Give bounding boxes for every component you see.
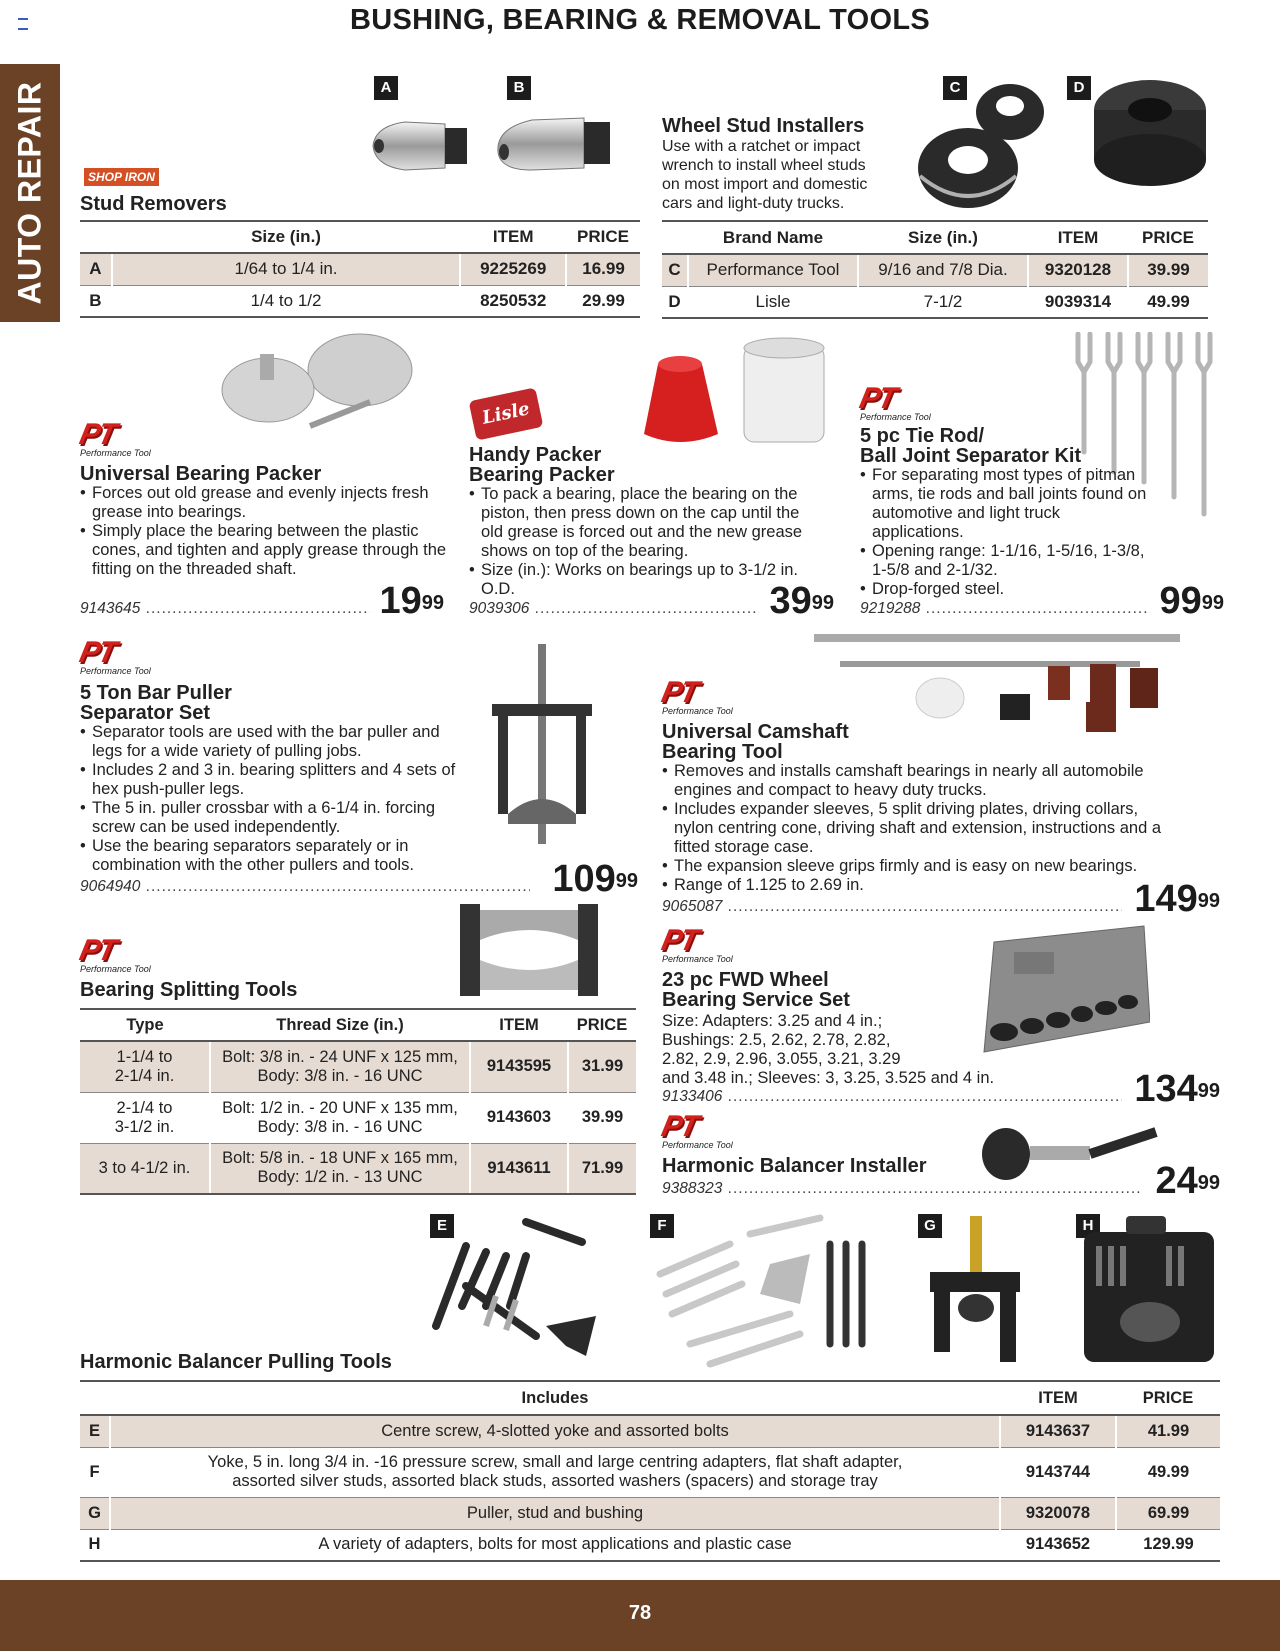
row-price: 31.99 xyxy=(568,1041,636,1092)
row-item: 8250532 xyxy=(460,285,566,317)
row-item: 9143611 xyxy=(470,1143,568,1194)
price-dollars: 109 xyxy=(552,858,616,900)
splitting-title: Bearing Splitting Tools xyxy=(80,979,298,1001)
row-item: 9143637 xyxy=(1000,1415,1116,1447)
page-footer xyxy=(0,1580,1280,1651)
puller-f-image xyxy=(650,1214,890,1374)
harmonic-installer-price xyxy=(1100,1162,1220,1200)
bearing-packer-image xyxy=(220,330,420,430)
tie-rod-price xyxy=(1120,582,1224,620)
fwd-price xyxy=(1080,1070,1220,1108)
stud-remover-b-image xyxy=(492,108,622,180)
table-row xyxy=(80,1497,1220,1529)
price-dollars: 19 xyxy=(379,580,422,622)
stud-remover-a-image xyxy=(365,112,480,180)
row-includes xyxy=(110,1529,1000,1561)
universal-packer-price xyxy=(340,582,444,620)
bullet-item: • Use the bearing separators separately or in combination with the other pullers and tools. xyxy=(80,837,470,875)
row-price: 41.99 xyxy=(1116,1415,1220,1447)
row-price: 49.99 xyxy=(1128,286,1208,318)
price-cents: 99 xyxy=(1197,1080,1220,1102)
puller-h-image xyxy=(1076,1212,1220,1372)
price-cents: 99 xyxy=(811,592,834,614)
pt-sub: Performance Tool xyxy=(662,706,733,716)
bar-puller-title-1: 5 Ton Bar Puller xyxy=(80,682,232,704)
col-type: Type xyxy=(80,1009,210,1041)
col-size: Size (in.) xyxy=(858,221,1028,254)
camshaft-bullets xyxy=(662,762,1162,895)
price-dollars: 24 xyxy=(1155,1160,1198,1202)
table-row xyxy=(662,254,1208,286)
bar-puller-bullets xyxy=(80,723,470,875)
photo-label-c: C xyxy=(943,76,967,100)
col-price: PRICE xyxy=(1116,1381,1220,1415)
row-type xyxy=(80,1143,210,1194)
desc-line: on most import and domestic xyxy=(662,176,868,193)
includes-line: A variety of adapters, bolts for most applications and plastic case xyxy=(318,1535,792,1554)
bullet-item: • To pack a bearing, place the bearing on the piston, then press down on the cap until the old grease is forced out and the new grease shows on top of the bearing. xyxy=(469,485,804,561)
type-line: 2-1/4 to xyxy=(116,1098,173,1117)
bar-puller-title-2: Separator Set xyxy=(80,702,211,724)
row-size: 1/64 to 1/4 in. xyxy=(112,253,461,285)
pt-logo xyxy=(76,636,174,676)
universal-packer-title: Universal Bearing Packer xyxy=(80,463,322,485)
puller-e-image xyxy=(426,1216,626,1366)
row-size: 7-1/2 xyxy=(858,286,1028,318)
pt-logo xyxy=(856,382,954,422)
bearing-splitter-image xyxy=(456,900,602,1000)
photo-label-f: F xyxy=(650,1214,674,1238)
thread-line: Bolt: 1/2 in. - 20 UNF x 135 mm, xyxy=(222,1098,458,1117)
price-cents: 99 xyxy=(1201,592,1224,614)
desc-line: Bushings: 2.5, 2.62, 2.78, 2.82, xyxy=(662,1031,891,1049)
pt-mark: PT xyxy=(76,636,118,669)
bar-puller-price xyxy=(500,860,638,898)
tie-rod-bullets xyxy=(860,466,1150,599)
desc-line: 2.82, 2.9, 2.96, 3.055, 3.21, 3.29 xyxy=(662,1050,901,1068)
row-price: 71.99 xyxy=(568,1143,636,1194)
row-type xyxy=(80,1041,210,1092)
wheel-stud-d-image xyxy=(1090,70,1210,190)
row-size: 9/16 and 7/8 Dia. xyxy=(858,254,1028,286)
type-line: 1-1/4 to xyxy=(116,1047,173,1066)
row-letter: B xyxy=(80,285,112,317)
side-tab xyxy=(0,64,60,322)
universal-packer-bullets xyxy=(80,484,450,579)
page-title: BUSHING, BEARING & REMOVAL TOOLS xyxy=(350,4,930,36)
pt-logo xyxy=(658,676,756,716)
photo-label-d: D xyxy=(1067,76,1091,100)
photo-label-a: A xyxy=(374,76,398,100)
bullet-item: • For separating most types of pitman arms, tie rods and ball joints found on automotive and light truck applications. xyxy=(860,466,1150,542)
table-row xyxy=(80,1143,636,1194)
row-size: 1/4 to 1/2 xyxy=(112,285,461,317)
desc-line: Use with a ratchet or impact xyxy=(662,138,861,155)
puller-g-image xyxy=(920,1212,1030,1372)
desc-line: wrench to install wheel studs xyxy=(662,157,866,174)
pt-logo xyxy=(76,418,174,458)
col-price: PRICE xyxy=(1128,221,1208,254)
bullet-item: • Range of 1.125 to 2.69 in. xyxy=(662,876,1162,895)
row-item: 9225269 xyxy=(460,253,566,285)
row-price: 49.99 xyxy=(1116,1447,1220,1497)
handy-packer-sku: 9039306 ..... xyxy=(469,600,759,618)
col-item: ITEM xyxy=(1000,1381,1116,1415)
col-item: ITEM xyxy=(1028,221,1128,254)
row-includes xyxy=(110,1415,1000,1447)
lisle-logo: Lisle xyxy=(469,387,544,440)
col-price: PRICE xyxy=(566,221,640,253)
harmonic-installer-sku: 9388323 ..... xyxy=(662,1180,1142,1198)
thread-line: Body: 3/8 in. - 16 UNC xyxy=(257,1066,423,1085)
table-row xyxy=(80,1415,1220,1447)
bullet-item: • Size (in.): Works on bearings up to 3-1/2 in. O.D. xyxy=(469,561,804,599)
pt-logo xyxy=(658,924,756,964)
page-number: 78 xyxy=(628,1602,652,1624)
price-dollars: 134 xyxy=(1134,1068,1198,1110)
row-letter: E xyxy=(80,1415,110,1447)
handy-packer-price xyxy=(730,582,834,620)
table-row xyxy=(80,1041,636,1092)
wheel-stud-c-image xyxy=(910,76,1050,216)
row-item: 9320078 xyxy=(1000,1497,1116,1529)
stud-removers-table xyxy=(80,220,640,318)
pt-sub: Performance Tool xyxy=(80,448,151,458)
price-cents: 99 xyxy=(1197,890,1220,912)
handy-packer-title-1: Handy Packer xyxy=(469,444,602,466)
price-dollars: 39 xyxy=(769,580,812,622)
tie-rod-title-2: Ball Joint Separator Kit xyxy=(860,445,1082,467)
table-row xyxy=(80,285,640,317)
desc-line: and 3.48 in.; Sleeves: 3, 3.25, 3.525 and 4 in. xyxy=(662,1069,995,1087)
pt-logo xyxy=(658,1110,756,1150)
col-price: PRICE xyxy=(568,1009,636,1041)
camshaft-sku: 9065087 ..... xyxy=(662,898,1122,916)
bullet-item: • The expansion sleeve grips firmly and is easy on new bearings. xyxy=(662,857,1162,876)
fwd-desc xyxy=(662,1012,1012,1088)
includes-line: Yoke, 5 in. long 3/4 in. -16 pressure screw, small and large centring adapters, flat shaft adapter, xyxy=(207,1453,903,1471)
pt-mark: PT xyxy=(658,1110,700,1143)
row-thread xyxy=(210,1092,470,1143)
handy-packer-title-2: Bearing Packer xyxy=(469,464,615,486)
row-letter: A xyxy=(80,253,112,285)
handy-packer-image xyxy=(640,334,840,454)
row-price: 69.99 xyxy=(1116,1497,1220,1529)
row-letter: D xyxy=(662,286,688,318)
thread-line: Body: 3/8 in. - 16 UNC xyxy=(257,1117,423,1136)
row-includes xyxy=(110,1447,1000,1497)
thread-line: Bolt: 3/8 in. - 24 UNF x 125 mm, xyxy=(222,1047,458,1066)
photo-label-g: G xyxy=(918,1214,942,1238)
pt-logo xyxy=(76,934,174,974)
row-thread xyxy=(210,1143,470,1194)
tie-rod-sku: 9219288 ..... xyxy=(860,600,1150,618)
row-item: 9143652 xyxy=(1000,1529,1116,1561)
harmonic-pulling-title: Harmonic Balancer Pulling Tools xyxy=(80,1351,392,1373)
row-price: 129.99 xyxy=(1116,1529,1220,1561)
row-item: 9320128 xyxy=(1028,254,1128,286)
wheel-stud-desc xyxy=(662,137,932,213)
splitting-table xyxy=(80,1008,636,1195)
row-type xyxy=(80,1092,210,1143)
harmonic-pulling-table xyxy=(80,1380,1220,1562)
type-line: 2-1/4 in. xyxy=(114,1066,175,1085)
pt-mark: PT xyxy=(658,924,700,957)
row-price: 16.99 xyxy=(566,253,640,285)
col-item: ITEM xyxy=(470,1009,568,1041)
row-letter: F xyxy=(80,1447,110,1497)
row-letter: C xyxy=(662,254,688,286)
bullet-item: • Separator tools are used with the bar puller and legs for a wide variety of pulling jobs. xyxy=(80,723,470,761)
table-row xyxy=(80,253,640,285)
row-letter: H xyxy=(80,1529,110,1561)
price-dollars: 149 xyxy=(1134,878,1198,920)
col-brand: Brand Name xyxy=(688,221,858,254)
table-row xyxy=(80,1092,636,1143)
row-item: 9143595 xyxy=(470,1041,568,1092)
wheel-stud-table xyxy=(662,220,1208,319)
table-row xyxy=(80,1447,1220,1497)
table-row xyxy=(662,286,1208,318)
fwd-sku: 9133406 ..... xyxy=(662,1088,1122,1106)
stud-removers-title: Stud Removers xyxy=(80,193,227,215)
row-price: 39.99 xyxy=(568,1092,636,1143)
photo-label-e: E xyxy=(430,1214,454,1238)
thread-line: Body: 1/2 in. - 13 UNC xyxy=(257,1168,423,1187)
includes-line: Centre screw, 4-slotted yoke and assorted bolts xyxy=(381,1421,729,1440)
price-cents: 99 xyxy=(615,870,638,892)
row-thread xyxy=(210,1041,470,1092)
bullet-item: • Drop-forged steel. xyxy=(860,580,1150,599)
tie-rod-title-1: 5 pc Tie Rod/ xyxy=(860,425,985,447)
pt-sub: Performance Tool xyxy=(860,412,931,422)
pt-sub: Performance Tool xyxy=(662,954,733,964)
row-price: 39.99 xyxy=(1128,254,1208,286)
pt-mark: PT xyxy=(658,676,700,709)
bullet-item: • Includes 2 and 3 in. bearing splitters and 4 sets of hex push-puller legs. xyxy=(80,761,470,799)
desc-line: cars and light-duty trucks. xyxy=(662,195,845,212)
camshaft-title-2: Bearing Tool xyxy=(662,741,783,763)
photo-label-b: B xyxy=(507,76,531,100)
col-item: ITEM xyxy=(460,221,566,253)
type-line: 3 to 4-1/2 in. xyxy=(98,1158,191,1177)
pt-sub: Performance Tool xyxy=(80,964,151,974)
price-cents: 99 xyxy=(1197,1172,1220,1194)
fwd-title-2: Bearing Service Set xyxy=(662,989,850,1011)
row-price: 29.99 xyxy=(566,285,640,317)
bar-puller-sku: 9064940 ..... xyxy=(80,878,530,896)
photo-label-h: H xyxy=(1076,1214,1100,1238)
row-includes xyxy=(110,1497,1000,1529)
pt-sub: Performance Tool xyxy=(662,1140,733,1150)
row-item: 9143603 xyxy=(470,1092,568,1143)
price-dollars: 99 xyxy=(1159,580,1202,622)
side-tab-label: AUTO REPAIR xyxy=(11,81,48,305)
pt-mark: PT xyxy=(76,934,118,967)
col-thread: Thread Size (in.) xyxy=(210,1009,470,1041)
pt-sub: Performance Tool xyxy=(80,666,151,676)
universal-packer-sku: 9143645 ..... xyxy=(80,600,370,618)
row-brand: Lisle xyxy=(688,286,858,318)
price-cents: 99 xyxy=(421,592,444,614)
row-letter: G xyxy=(80,1497,110,1529)
pt-mark: PT xyxy=(856,382,898,415)
bullet-item: • The 5 in. puller crossbar with a 6-1/4 in. forcing screw can be used independently. xyxy=(80,799,470,837)
row-item: 9039314 xyxy=(1028,286,1128,318)
camshaft-title-1: Universal Camshaft xyxy=(662,721,849,743)
pt-mark: PT xyxy=(76,418,118,451)
col-size: Size (in.) xyxy=(112,221,461,253)
camshaft-image xyxy=(810,628,1190,738)
bullet-item: • Simply place the bearing between the plastic cones, and tighten and apply grease through the fitting on the threaded shaft. xyxy=(80,522,450,579)
bullet-item: • Includes expander sleeves, 5 split driving plates, driving collars, nylon centring cone, driving shaft and extension, instructions and a fitted storage case. xyxy=(662,800,1162,857)
row-brand: Performance Tool xyxy=(688,254,858,286)
includes-line: assorted silver studs, assorted black studs, assorted washers (spacers) and storage tray xyxy=(232,1472,878,1490)
row-item: 9143744 xyxy=(1000,1447,1116,1497)
bullet-item: • Removes and installs camshaft bearings in nearly all automobile engines and compact to heavy duty trucks. xyxy=(662,762,1162,800)
desc-line: Size: Adapters: 3.25 and 4 in.; xyxy=(662,1012,883,1030)
bullet-item: • Opening range: 1-1/16, 1-5/16, 1-3/8, 1-5/8 and 2-1/32. xyxy=(860,542,1150,580)
harmonic-installer-title: Harmonic Balancer Installer xyxy=(662,1155,927,1177)
shop-iron-logo: SHOP IRON xyxy=(84,168,159,186)
includes-line: Puller, stud and bushing xyxy=(466,1503,644,1522)
camshaft-price xyxy=(1080,880,1220,918)
type-line: 3-1/2 in. xyxy=(114,1117,175,1136)
thread-line: Bolt: 5/8 in. - 18 UNF x 165 mm, xyxy=(222,1149,458,1168)
fwd-title-1: 23 pc FWD Wheel xyxy=(662,969,829,991)
bullet-item: • Forces out old grease and evenly injects fresh grease into bearings. xyxy=(80,484,450,522)
table-row xyxy=(80,1529,1220,1561)
col-includes: Includes xyxy=(110,1381,1000,1415)
bar-puller-image xyxy=(488,644,598,854)
wheel-stud-title: Wheel Stud Installers xyxy=(662,115,865,137)
